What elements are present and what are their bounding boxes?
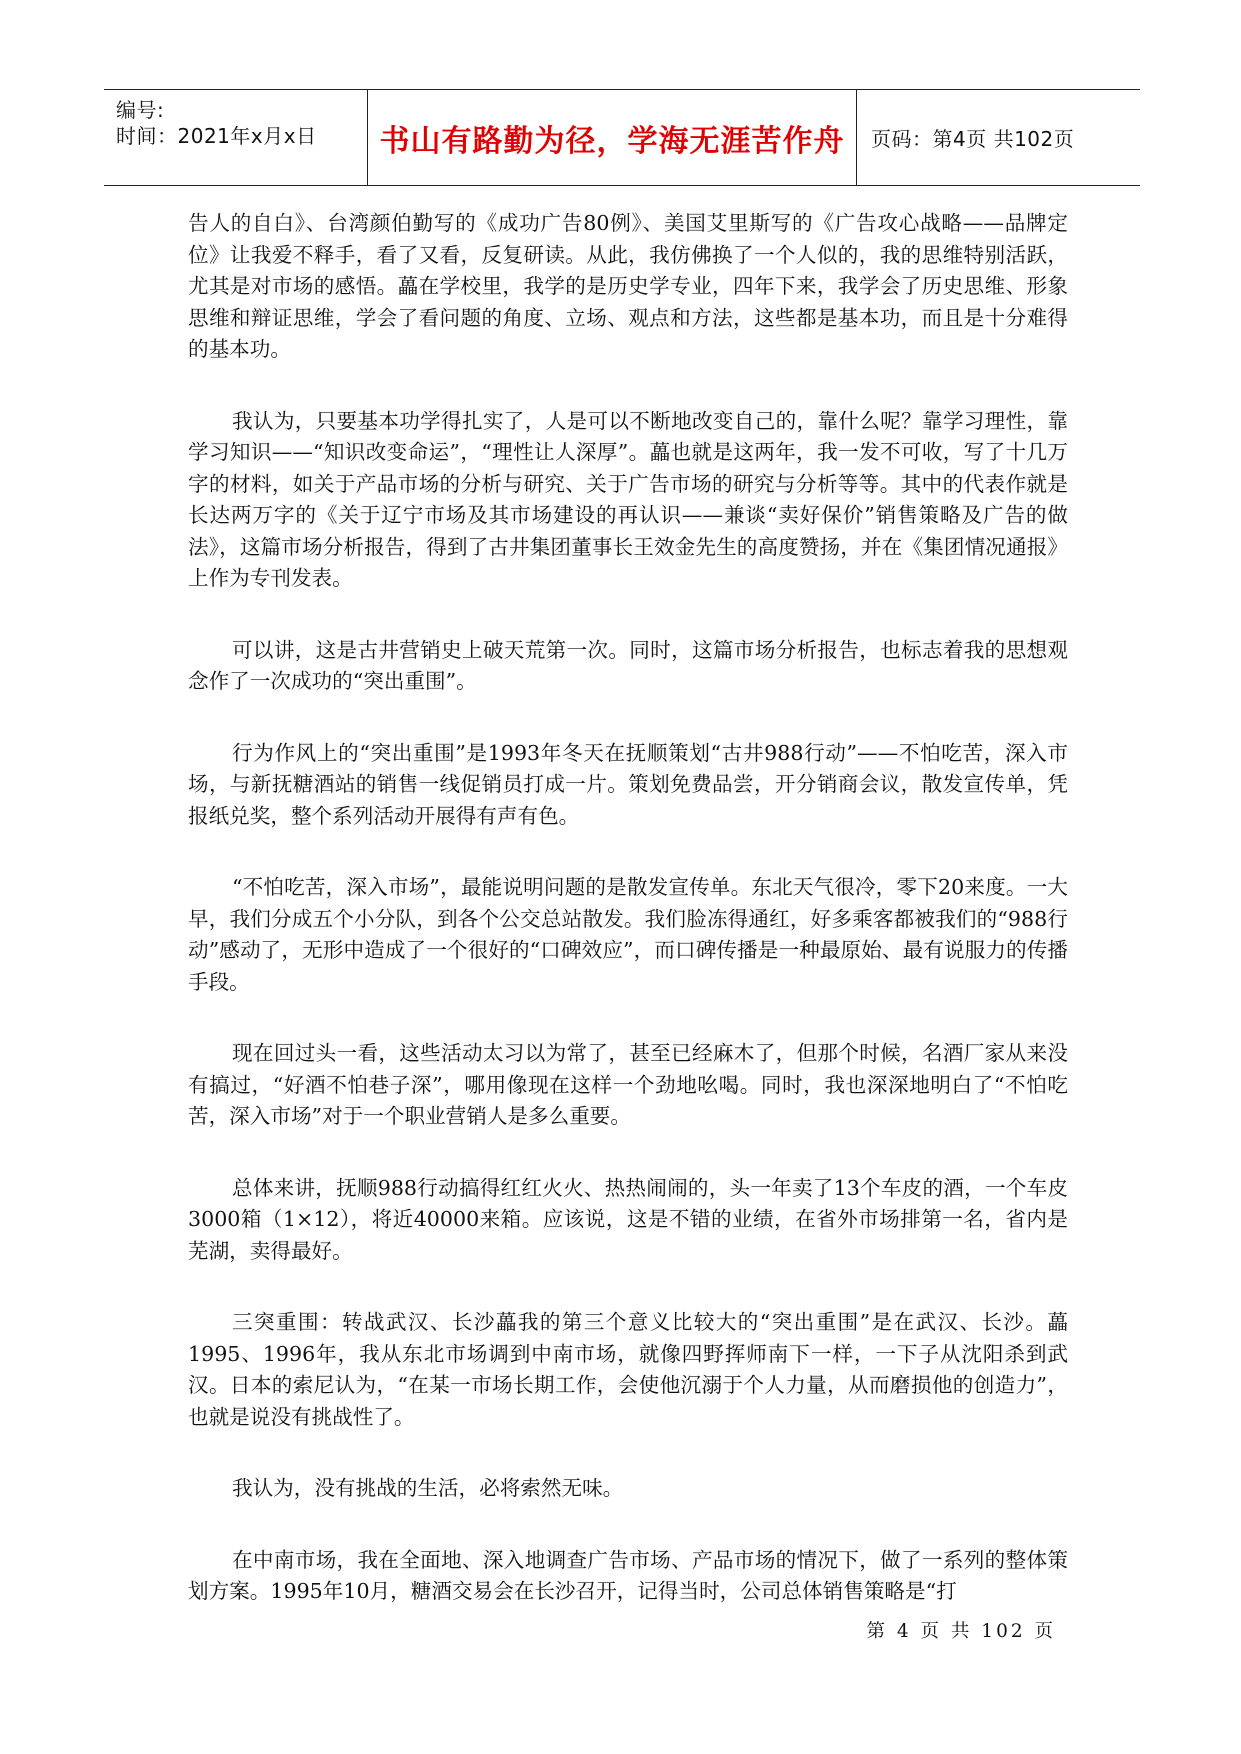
paragraph: 在中南市场，我在全面地、深入地调查广告市场、产品市场的情况下，做了一系列的整体策划方案。1995年10月，糖酒交易会在长沙召开，记得当时，公司总体销售策略是“打 — [188, 1547, 1068, 1603]
page-footer-number: 第 4 页 共 102 页 — [866, 1621, 1056, 1642]
paragraph: 现在回过头一看，这些活动太习以为常了，甚至已经麻木了，但那个时候，名酒厂家从来没有搞过，“好酒不怕巷子深”，哪用像现在这样一个劲地吆喝。同时，我也深深地明白了“不怕吃苦，深入市场”对于一个职业营销人是多么重要。 — [188, 1041, 1068, 1128]
paragraph: 行为作风上的“突出重围”是1993年冬天在抚顺策划“古井988行动”——不怕吃苦，深入市场，与新抚糖酒站的销售一线促销员打成一片。策划免费品尝，开分销商会议，散发宣传单，凭报纸兑奖，整个系列活动开展得有声有色。 — [188, 740, 1068, 828]
header-motto: 书山有路勤为径，学海无涯苦作舟 — [379, 123, 845, 159]
page-header — [104, 89, 1140, 186]
paragraph: 告人的自白》、台湾颜伯勤写的《成功广告80例》、美国艾里斯写的《广告攻心战略——品牌定位》让我爱不释手，看了又看，反复研读。从此，我仿佛换了一个人似的，我的思维特别活跃，尤其是对市场的感悟。藟在学校里，我学的是历史学专业，四年下来，我学会了历史思维、形象思维和辩证思维，学会了看问题的角度、立场、观点和方法，这些都是基本功，而且是十分难得的基本功。 — [188, 211, 1068, 361]
document-number-label: 编号: — [116, 98, 165, 122]
paragraph: 总体来讲，抚顺988行动搞得红红火火、热热闹闹的，头一年卖了13个车皮的酒，一个车皮3000箱（1×12），将近40000来箱。应该说，这是不错的业绩，在省外市场排第一名，省内是芜湖，卖得最好。 — [188, 1175, 1068, 1263]
document-time-label: 时间：2021年x月x日 — [116, 124, 317, 148]
header-page-cell — [857, 90, 1140, 185]
document-body — [188, 208, 1068, 1648]
paragraph: 三突重围：转战武汉、长沙藟我的第三个意义比较大的“突出重围”是在武汉、长沙。藟1995、1996年，我从东北市场调到中南市场，就像四野挥师南下一样，一下子从沈阳杀到武汉。日本的索尼认为，“在某一市场长期工作，会使他沉溺于个人力量，从而磨损他的创造力”，也就是说没有挑战性了。 — [188, 1310, 1068, 1429]
header-page-info: 页码：第4页 共102页 — [871, 127, 1075, 151]
paragraph: “不怕吃苦，深入市场”，最能说明问题的是散发宣传单。东北天气很冷，零下20来度。一大早，我们分成五个小分队，到各个公交总站散发。我们脸冻得通红，好多乘客都被我们的“988行动”感动了，无形中造成了一个很好的“口碑效应”，而口碑传播是一种最原始、最有说服力的传播手段。 — [188, 875, 1068, 994]
header-meta-cell — [104, 90, 368, 185]
paragraph: 我认为，只要基本功学得扎实了，人是可以不断地改变自己的，靠什么呢？靠学习理性，靠学习知识——“知识改变命运”，“理性让人深厚”。藟也就是这两年，我一发不可收，写了十几万字的材料，如关于产品市场的分析与研究、关于广告市场的研究与分析等等。其中的代表作就是长达两万字的《关于辽宁市场及其市场建设的再认识——兼谈“卖好保价”销售策略及广告的做法》，这篇市场分析报告，得到了古井集团董事长王效金先生的高度赞扬，并在《集团情况通报》上作为专刊发表。 — [188, 408, 1068, 590]
paragraph: 可以讲，这是古井营销史上破天荒第一次。同时，这篇市场分析报告，也标志着我的思想观念作了一次成功的“突出重围”。 — [188, 637, 1068, 693]
header-motto-cell — [368, 90, 857, 185]
paragraph: 我认为，没有挑战的生活，必将索然无味。 — [232, 1476, 624, 1500]
